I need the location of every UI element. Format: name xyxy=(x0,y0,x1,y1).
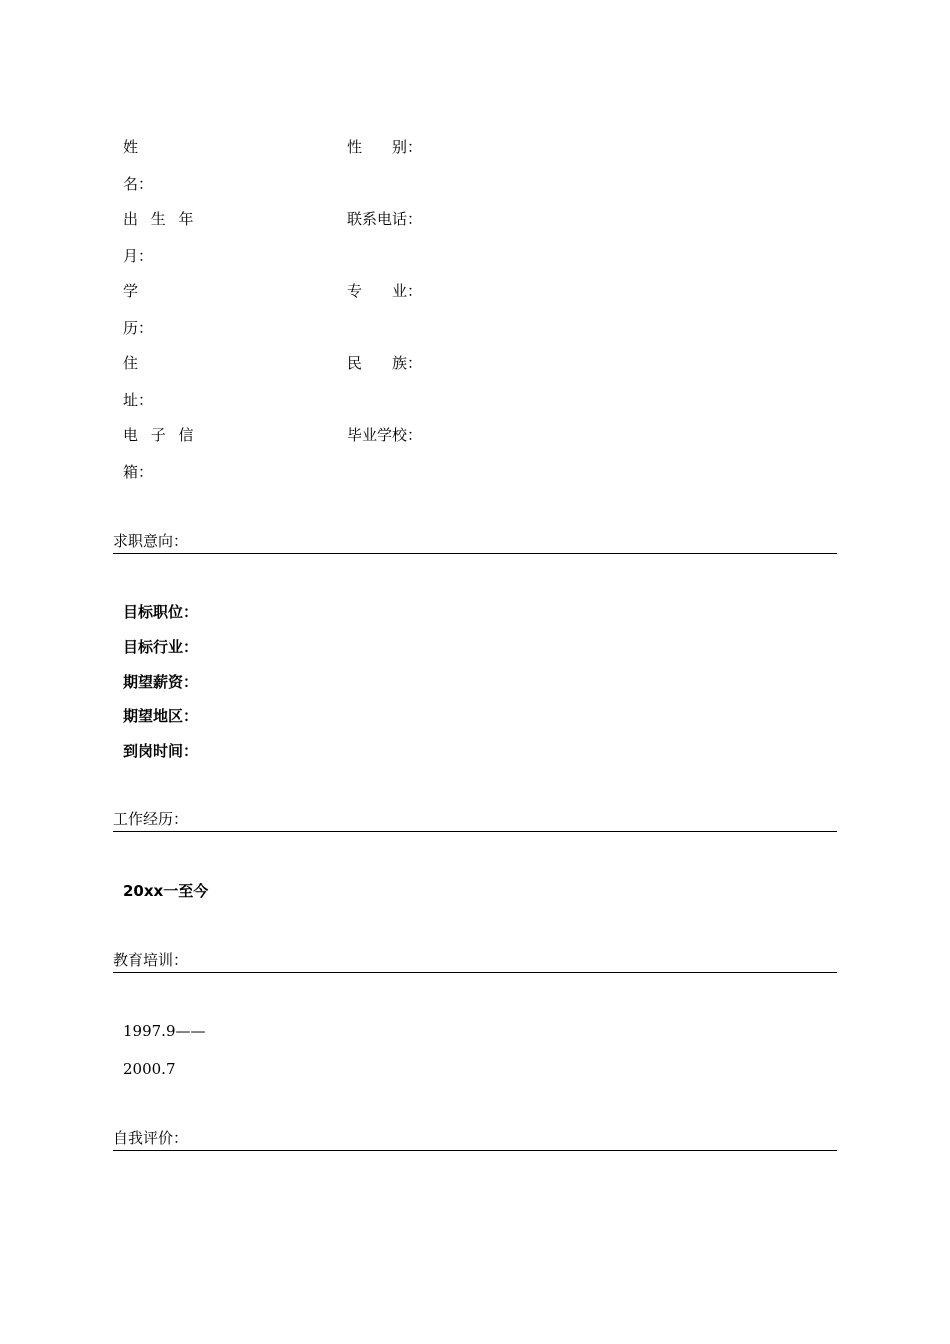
section-divider xyxy=(113,972,837,973)
self-evaluation-heading: 自我评价： xyxy=(113,1129,189,1147)
education-label-line2: 历： xyxy=(123,319,154,337)
expected-salary-label: 期望薪资： xyxy=(123,673,199,691)
school-label: 毕业学校： xyxy=(347,426,423,444)
birth-label-line1: 出 生 年 xyxy=(123,210,194,228)
address-label-line2: 址： xyxy=(123,391,154,409)
gender-label: 性 别： xyxy=(347,138,423,156)
work-period: 20xx一至今 xyxy=(123,882,209,900)
section-divider xyxy=(113,831,837,832)
major-label: 专 业： xyxy=(347,282,423,300)
address-label-line1: 住 xyxy=(123,354,139,372)
section-divider xyxy=(113,553,837,554)
section-divider xyxy=(113,1150,837,1151)
birth-label-line2: 月： xyxy=(123,247,154,265)
expected-region-label: 期望地区： xyxy=(123,707,199,725)
name-label-line2: 名： xyxy=(123,175,154,193)
target-position-label: 目标职位： xyxy=(123,603,199,621)
ethnicity-label: 民 族： xyxy=(347,354,423,372)
work-experience-heading: 工作经历： xyxy=(113,810,189,828)
email-label-line1: 电 子 信 xyxy=(123,426,194,444)
education-training-heading: 教育培训： xyxy=(113,951,189,969)
name-label-line1: 姓 xyxy=(123,138,139,156)
education-period-start: 1997.9—— xyxy=(123,1022,206,1040)
education-period-end: 2000.7 xyxy=(123,1060,176,1078)
education-label-line1: 学 xyxy=(123,282,139,300)
job-intent-heading: 求职意向： xyxy=(113,532,189,550)
start-time-label: 到岗时间： xyxy=(123,742,199,760)
email-label-line2: 箱： xyxy=(123,463,154,481)
phone-label: 联系电话： xyxy=(347,210,423,228)
target-industry-label: 目标行业： xyxy=(123,638,199,656)
